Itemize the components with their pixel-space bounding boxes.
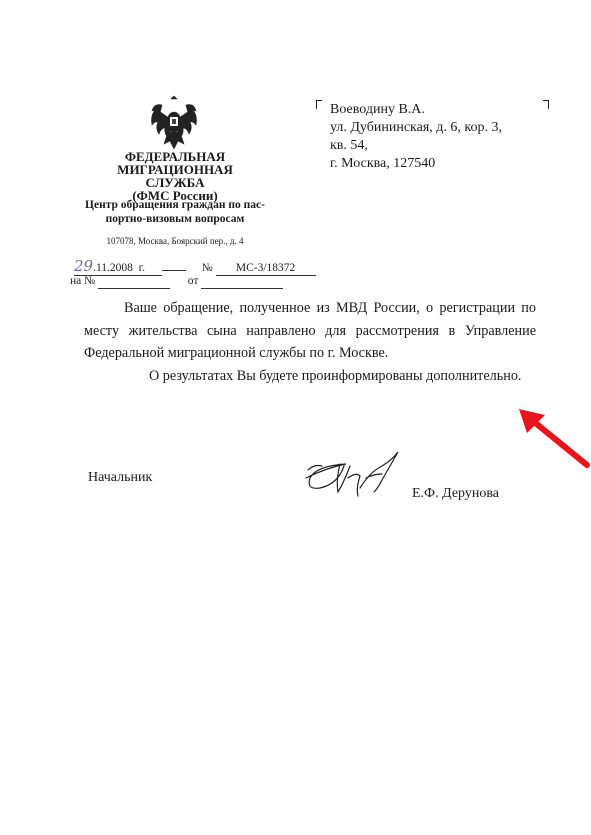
signer-position: Начальник — [88, 470, 153, 485]
from-field — [201, 274, 283, 289]
center-name-line2: портно-визовым вопросам — [105, 213, 245, 225]
from-label: от — [187, 275, 199, 287]
recipient-block — [330, 101, 502, 173]
agency-address: 107078, Москва, Боярский пер., д. 4 — [106, 236, 244, 246]
handwritten-signature — [300, 448, 410, 504]
recipient-name: Воеводину В.А. — [330, 102, 425, 117]
reference-line — [70, 274, 283, 289]
agency-name-line3: (ФМС России) — [132, 188, 218, 203]
year-suffix: г. — [138, 262, 145, 274]
agency-name-line2: СЛУЖБА — [145, 175, 205, 190]
date-rest: .11.2008 — [93, 262, 133, 274]
center-name-line1: Центр обращения граждан по пас- — [85, 199, 265, 211]
number-label: № — [201, 262, 213, 274]
body-paragraph-2: О результатах Вы будете проинформированы дополнительно. — [149, 367, 522, 384]
agency-name — [68, 150, 282, 202]
recipient-city: г. Москва, 127540 — [330, 156, 436, 171]
signer-name: Е.Ф. Дерунова — [412, 486, 499, 501]
double-headed-eagle-icon — [148, 95, 200, 151]
address-bracket-left — [316, 100, 322, 109]
on-number-label: на № — [70, 275, 96, 287]
address-bracket-right — [543, 100, 549, 109]
red-arrow-icon — [515, 405, 591, 471]
agency-name-line1: ФЕДЕРАЛЬНАЯ МИГРАЦИОННАЯ — [117, 149, 233, 177]
on-number-field — [98, 274, 170, 289]
outgoing-number: МС-3/18372 — [216, 261, 316, 276]
body-paragraph-1: Ваше обращение, полученное из МВД России, о регистрации по месту жительства сына направлено для рассмотрения в Управление Федеральной миграционной службы по г. Москве. — [84, 300, 536, 361]
recipient-street: ул. Дубининская, д. 6, кор. 3, — [330, 120, 502, 135]
recipient-apartment: кв. 54, — [330, 138, 368, 153]
date-day-handwritten: 29 — [74, 257, 94, 275]
center-name — [78, 198, 272, 226]
letter-body — [84, 297, 536, 387]
